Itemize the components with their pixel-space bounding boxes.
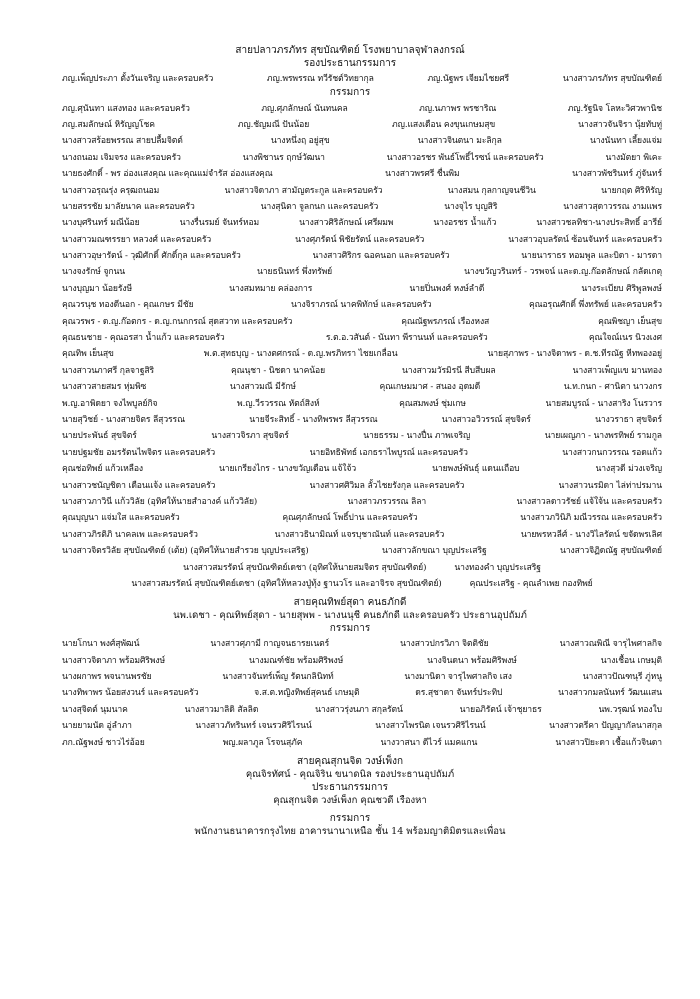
name-entry: จ.ส.ต.หญิงทิพย์สุคนธ์ เกษมุติ (254, 688, 360, 699)
name-entry: นายพงษ์พันธุ์ แดนแถือบ (432, 464, 520, 475)
name-row (0, 296, 700, 312)
name-entry: ภญ.เพ็ญประภา ตั้งวันเจริญ และครอบครัว (62, 74, 214, 85)
name-entry: ภก.ณัฐพงษ์ ชาวไร่อ้อย (62, 737, 145, 748)
name-entry: นางสาวชลทิชา-นางประสิทธิ์ อารีย์ (536, 218, 662, 229)
name-entry: นางสมน กุลกาญจนชีวิน (447, 185, 536, 196)
name-row (0, 411, 700, 427)
section-heading: รองประธานกรรมการ (303, 58, 397, 69)
name-entry: นางศุภรัตน์ พิชัยรัตน์ และครอบครัว (295, 234, 425, 245)
name-row (0, 329, 700, 345)
section-heading: กรรมการ (329, 87, 371, 99)
name-entry: ภญ.นัฐพร เจียมไชยศรี (427, 74, 510, 85)
name-entry: นางพิชานร ฤกษ์วัฒนา (242, 152, 325, 163)
name-entry: นายประพันธ์ สุขจิตร์ (62, 431, 137, 442)
name-entry: นางสาวกมลนันทร์ วัฒนแสน (558, 688, 662, 699)
name-entry: พ.ญ.วีรวรรณ หัตถ์สิงห์ (237, 398, 320, 409)
name-entry: ภญ.ชัญมณี ปันน้อย (237, 119, 310, 130)
name-entry: นางทองคำ บุญประเสริฐ (454, 562, 541, 573)
name-entry: นางสาวจิฏิดณัฐ สุขบัณฑิตย์ (559, 546, 662, 557)
name-entry: นางสาวตรีคา ปัญญากัลนาสกุล (549, 721, 662, 732)
name-row (0, 198, 700, 214)
name-entry: ร.ต.อ.วสันต์ - นันทา พีรานนท์ และครอบครัว (325, 333, 488, 344)
name-entry: นางวาสนา ดีไวร์ แมคแกน (380, 737, 478, 748)
name-entry: นายธงศักดิ์ - พร อ่องแสงคุณ และคุณแม่จำรัส อ่องแสงคุณ (62, 169, 273, 180)
name-entry: นางสาวภรภัทร สุขบัณฑิตย์ (562, 74, 662, 85)
name-entry: นางถนอม เจิมจรง และครอบครัว (62, 152, 181, 163)
name-entry: นางสาวจิรภา สุขจิตร์ (211, 431, 289, 442)
name-entry: นางสาวสมรรัตน์ สุขบัณฑิตย์เดชา (อุทิศให้หลวงปู่ทุ้ง ฐานวโร และอาจิรจ สุขบัณฑิตย์) (131, 578, 442, 589)
name-entry: นางสาวจันทร์เพ็ญ รัตนกลินิทท์ (222, 672, 334, 683)
name-entry: นายกฤต ศิริหิรัญ (601, 185, 662, 196)
name-row (0, 165, 700, 181)
name-entry: คุณนุชา - นิชดา นาคน้อย (230, 365, 326, 376)
name-entry: นางสาวมณฑรรยา หลวงศ์ และครอบครัว (62, 234, 212, 245)
section-heading: กรรมการ (329, 812, 371, 824)
name-row (0, 635, 700, 651)
name-entry: นางสาวจิตรวิลัย สุขบัณฑิตย์ (เต้ย) (อุทิศให้นายสำรวย บุญประเสริฐ) (62, 546, 309, 557)
name-entry: นางมัตยา พิเคะ (605, 152, 662, 163)
document-title: สายปลาวภรภัทร สุขบัณฑิตย์ โรงพยาบาลจุฬาลงกรณ์ (235, 45, 465, 56)
name-entry: ดร.สุชาดา จันทร์ประทิป (415, 688, 503, 699)
name-row (0, 652, 700, 668)
name-entry: นางสาวไพรนิต เจนรวศิริไรนน์ (375, 721, 486, 732)
name-entry: นางทิพาพร น้อยสงวนร์ และครอบครัว (62, 688, 199, 699)
name-entry: นายสุวิชย์ - นางสายจิตร ลีสุวรรณ (62, 415, 185, 425)
name-entry: นางขวัญวรินทร์ - วรพจน์ และด.ญ.ก๊อตลักษณ์ กลัดเกตุ (464, 267, 662, 278)
name-entry: คุณวรนุช ทองดีนอก - คุณเกษร มีชัย (62, 300, 194, 311)
name-entry: คุณทิพ เย็นสุข (62, 349, 114, 360)
name-entry: นายเกรียงไกร - นางขวัญเดือน แจ้ใจ้ว (219, 464, 357, 475)
name-entry: นางสมหมาย คล่องการ (229, 283, 313, 294)
name-row (0, 526, 700, 542)
name-entry: นางสาวรุ่งนภา สกุลรัตน์ (315, 704, 403, 715)
name-entry: นางสาวอุบลรัตน์ ซ้อนจันทร์ และครอบครัว (508, 234, 662, 245)
name-entry: นางบุญมา น้อยรังษี (62, 283, 133, 294)
name-entry: ภญ.ศุภลักษณ์ นันทนคล (261, 103, 348, 114)
name-entry: นายสุภาพร - นางจิดาพร - ด.ช.ทีรณัฐ หีทพองอยู่ (487, 349, 662, 360)
name-entry: นางสาวสมรรัตน์ สุขบัณฑิตย์เดชา (อุทิศให้นายสมจิตร สุขบัณฑิตย์) (183, 562, 427, 573)
name-entry: นายยามนัด อู่ลำภา (62, 721, 132, 732)
name-entry: คุณประเสริฐ - คุณลำเพย กองทิพย์ (469, 578, 593, 589)
name-entry: นางสาวปัณฑนุรี ภู่หนู (582, 672, 662, 683)
name-row (0, 263, 700, 279)
name-entry: ภญ.ศุนันทา แสงทอง และครอบครัว (62, 103, 190, 114)
name-entry: นางสาวศุภามี กาญจนธารยเนตร์ (210, 639, 330, 650)
name-entry: นายอภิรัตน์ เจ้าชุยาธร (459, 704, 542, 715)
name-list (0, 635, 700, 750)
name-row (0, 378, 700, 394)
name-entry: นางสาวอรุณรุ่ง ครุฒถนอม (62, 185, 160, 196)
name-entry: คุณสมพงษ์ ชุ่มเกษ (399, 398, 466, 409)
section-heading: ประธานกรรมการ (311, 781, 389, 793)
committee-line: พนักงานธนาคารกรุงไทย อาคารนานาเหนือ ชั้น 14 พร้อมญาติมิตรและเพื่อน (194, 825, 506, 837)
name-entry: คุณณัฐพรภรณ์ เรืองหงส (401, 316, 490, 327)
name-entry: นางผกาพร พจนานพรชัย (62, 672, 152, 683)
name-entry: คุณช่อทิพย์ แก้วเหลือง (62, 464, 144, 475)
name-entry: นางสาวสุดาวรรณ งามแพร (563, 201, 662, 212)
name-row (0, 476, 700, 492)
name-row (0, 558, 700, 574)
name-entry: นางสาวพัชรินทร์ ภู่จันทร์ (572, 169, 662, 180)
name-row (0, 99, 700, 115)
name-entry: นางสาวจิดาภา พร้อมศิริพงษ์ (62, 655, 166, 666)
name-entry: ภญ.แสงเดือน คงขุนเกษมสุข (392, 119, 496, 130)
name-entry: นายนาราธร หอมพูล และบิดา - มารดา (521, 251, 662, 262)
patron-line: คุณจิรทัศน์ - คุณจิริน ขนาดนิล รองประธานอุปถัมภ์ (245, 768, 455, 780)
name-row (0, 312, 700, 328)
name-entry: นางสาวปิยะดา เชื้อแก้วจินดา (555, 737, 662, 748)
name-entry: นางสาวภรวรรณ ลิลา (347, 496, 427, 507)
name-entry: นางสาวลดาวรัชย์ แจ้ใจ้น และครอบครัว (516, 496, 662, 507)
name-row (0, 444, 700, 460)
name-list (0, 70, 700, 86)
name-entry: นายปิ่นพงศ์ หงษ์ลำดี (409, 283, 485, 294)
name-entry: นางสาวศิริลักษณ์ เศรีผมพ (299, 218, 394, 229)
name-entry: นางสาวธินามิณท์ แจรบุชาณันท์ และครอบครัว (274, 529, 445, 540)
name-entry: นางมณฑ์ชัย พร้อมศิริพงษ์ (249, 655, 344, 666)
name-entry: ภญ.พรพรรณ ทวีรัชต์วิทยากุล (266, 74, 374, 85)
name-entry: น.ท.กนก - ศานิตา นาวงกร (563, 382, 662, 393)
patron-line: นพ.เดชา - คุณทิพย์สุดา - นายสุพพ - นางนนุชี คนธภักดี และครอบครัว ประธานอุปถัมภ์ (173, 610, 527, 622)
name-entry: นายปฐมชัย อมรรัตนไพจิตร และครอบครัว (62, 447, 216, 458)
name-entry: นายอิทธิพัทธ์ เอกธราไพบูรณ์ และครอบครัว (309, 447, 468, 458)
name-entry: นางสาวอวิวรรณ์ สุขจิตร์ (441, 415, 531, 425)
name-row (0, 733, 700, 749)
name-entry: นางมานิดา จารุไพศาลกิจ เสง (404, 672, 512, 683)
name-row (0, 684, 700, 700)
name-entry: พ.ญ.อาพิดยา จงไพบูลย์กิจ (62, 398, 158, 409)
name-entry: นายสมบูรณ์ - นางสาริง โนรวาร (545, 398, 662, 409)
name-entry: นพ.วรุฒน์ ทองใบ (598, 704, 662, 715)
name-entry: นางรื่นรมย์ จันทร์หอม (179, 218, 260, 229)
name-entry: นางสุนิตา จูลกนก และครอบครัว (260, 201, 379, 212)
name-entry: นางสาวมาลิดิ สัลลิด (184, 704, 259, 715)
name-entry: นางสาวพรศรี ชื่นพิม (385, 169, 460, 180)
name-entry: นางสาวกนกวรรณ รอดแก้ว (562, 447, 662, 458)
name-entry: นางสาวอุษารัตน์ - วุฒิศักดิ์ ศักดิ์กุล และครอบครัว (62, 251, 241, 262)
section-heading: กรรมการ (329, 623, 371, 635)
name-entry: นางสาวสายสมร หุ่มพิซ (62, 382, 147, 393)
name-entry: นางสุวดี ม่วงเจริญ (595, 464, 662, 475)
name-entry: นางอรชร น้ำแก้ว (433, 218, 497, 229)
name-entry: นางสาวสร้อยพรรณ สายปลื้มจิตต์ (62, 136, 183, 147)
name-entry: นายสรรชัย มาลัยนาค และครอบครัว (62, 201, 195, 212)
name-row (0, 668, 700, 684)
name-row (0, 345, 700, 361)
name-entry: นางสุจิตต์ นุมนาค (62, 704, 128, 715)
name-entry: คุณศุภลักษณ์ โพธิ์ปาน และครอบครัว (282, 513, 418, 524)
name-entry: นายธนินทร์ พึ่งทรัพย์ (257, 267, 333, 278)
chair-line: คุณสุกนจิต วงษ์เพ็งก คุณชวดี เรืองหา (273, 794, 427, 806)
name-entry: คุณใจณ์เนร นิวงเงศ (588, 333, 662, 344)
name-entry: นางเชื้อน เกษมุติ (600, 655, 662, 666)
name-row (0, 231, 700, 247)
name-entry: คุณบุญนา แจ่มใส และครอบครัว (62, 513, 180, 524)
name-entry: นางนันทา เลี้ยงแจ่ม (589, 136, 662, 147)
name-row (0, 394, 700, 410)
name-entry: นางจินดนา พร้อมศิริพงษ์ (427, 655, 517, 666)
name-row (0, 181, 700, 197)
name-entry: คุณพิชญา เย็นสุข (598, 316, 662, 327)
name-entry: นางสาวจิดาภา สามัญตระกูล และครอบครัว (224, 185, 383, 196)
name-entry: นายพรหวลีศ์ - นางวิไลรัตน์ ขจัดพรเลิศ (520, 529, 662, 540)
name-entry: นางสาวมณี มีรักษ์ (229, 382, 296, 393)
name-entry: คุณอรุณศักดิ์ พึ่งทรัพย์ และครอบครัว (528, 300, 662, 311)
name-entry: นางหนึ่งฤ อยู่สุข (270, 136, 330, 147)
name-entry: นางสาวอรชร พันธ์โพธิ์ไรซน์ และครอบครัว (386, 152, 544, 163)
name-row (0, 717, 700, 733)
name-entry: นางสาวภาวินี แก้ววิลัย (อุทิศให้นายสำอางค์ แก้ววิลัย) (62, 496, 258, 507)
name-row (0, 509, 700, 525)
name-entry: นายเผญภา - นางพรทิพย์ รามกูล (544, 431, 662, 442)
name-entry: นางสาวนภาศรี กุลจาฐสิริ (62, 365, 154, 376)
name-entry: นายจีระสิทธิ์ - นางทิพรพร ลีสุวรรณ (249, 415, 378, 425)
name-row (0, 132, 700, 148)
name-row (0, 427, 700, 443)
name-row (0, 493, 700, 509)
name-row (0, 149, 700, 165)
name-entry: นายธรรม - นางปื่น ภาพเจริญ (363, 431, 471, 442)
name-entry: คุณวรพร - ด.ญ.ก๊อตกร - ด.ญ.กนกกรณ์ สุดสวาท และครอบครัว (62, 316, 293, 327)
name-entry: นางสาวจินตนา มะลิกุล (417, 136, 502, 147)
name-entry: คุณธนชาย - คุณอรสา น้ำแก้ว และครอบครัว (62, 333, 225, 344)
name-list (0, 99, 700, 591)
name-entry: นางสาวลักขณา บุญประเสริฐ (382, 546, 487, 557)
name-entry: นางสาวภิรติภิ นาคลเพ และครอบครัว (62, 529, 198, 540)
name-row (0, 280, 700, 296)
name-row (0, 247, 700, 263)
name-entry: นางสาวจันจิรา นุ้ยทับทู่ (578, 119, 662, 130)
name-row (0, 116, 700, 132)
name-entry: นางวราธา สุขจิตร์ (595, 415, 662, 425)
name-entry: คุณเกษมมาศ - สนอง อุดมดี (379, 382, 481, 393)
section-heading: สายคุณสุกนจิต วงษ์เพ็งก (296, 755, 404, 767)
name-entry: พญ.ผลาภูล โรจนสุภัค (222, 737, 303, 748)
name-entry: นางสาวมวัรมิรนี สีบสีบผล (402, 365, 496, 376)
name-row (0, 701, 700, 717)
name-entry: นางสาวชนัญชิดา เดือนแจ้ง และครอบครัว (62, 480, 216, 491)
name-row (0, 575, 700, 591)
name-entry: นางสาวเพ็ญแข มานทอง (572, 365, 662, 376)
section-heading: สายคุณทิพย์สุดา คนธภักดี (293, 597, 407, 609)
name-entry: นางจุไร บุญสิริ (444, 201, 498, 212)
name-entry: นายโกนา พงศ์สุพัฒน์ (62, 639, 140, 650)
name-row (0, 214, 700, 230)
name-entry: นางสาวภัทรินทร์ เจนรวศิริไรนน์ (195, 721, 312, 732)
name-entry: นางสาวปกรวิภา จิตติชัย (400, 639, 489, 650)
name-entry: ภญ.สมลักษณ์ หิรัญญโชค (62, 119, 155, 130)
name-entry: พ.ต.สุทธบุญ - นางตศกรณ์ - ด.ญ.พรภิทรา ไชยเกลื่อน (203, 349, 398, 360)
name-entry: นางสาวภวินิภิ มณีวรรณ และครอบครัว (520, 513, 662, 524)
name-row (0, 460, 700, 476)
name-entry: นางสาวณพิณี จารุไพศาลกิจ (559, 639, 662, 650)
name-row (0, 362, 700, 378)
name-entry: ภญ.นภาพร พรชาริณ (419, 103, 497, 114)
name-entry: นางระเบียบ ศิริพูลพงษ์ (581, 283, 662, 294)
name-row (0, 70, 700, 86)
name-entry: นางสาวศศิวิมล ลั้วไชยรังกุล และครอบครัว (309, 480, 465, 491)
name-entry: นางจงรักษ์ จูกนน (62, 267, 126, 278)
name-entry: ภญ.รัฐนิจ โลหะวิศวพานิช (567, 103, 662, 114)
name-entry: นางจิราภรณ์ นาคพิทักษ์ และครอบครัว (290, 300, 432, 311)
name-entry: นางบุศรินทร์ มณีน้อย (62, 218, 140, 229)
name-entry: นางสาวศิริกร ฉอคนอก และครอบครัว (312, 251, 450, 262)
name-entry: นางสาวนรมิดา ไล่ท่าปรมาน (558, 480, 662, 491)
name-row (0, 542, 700, 558)
